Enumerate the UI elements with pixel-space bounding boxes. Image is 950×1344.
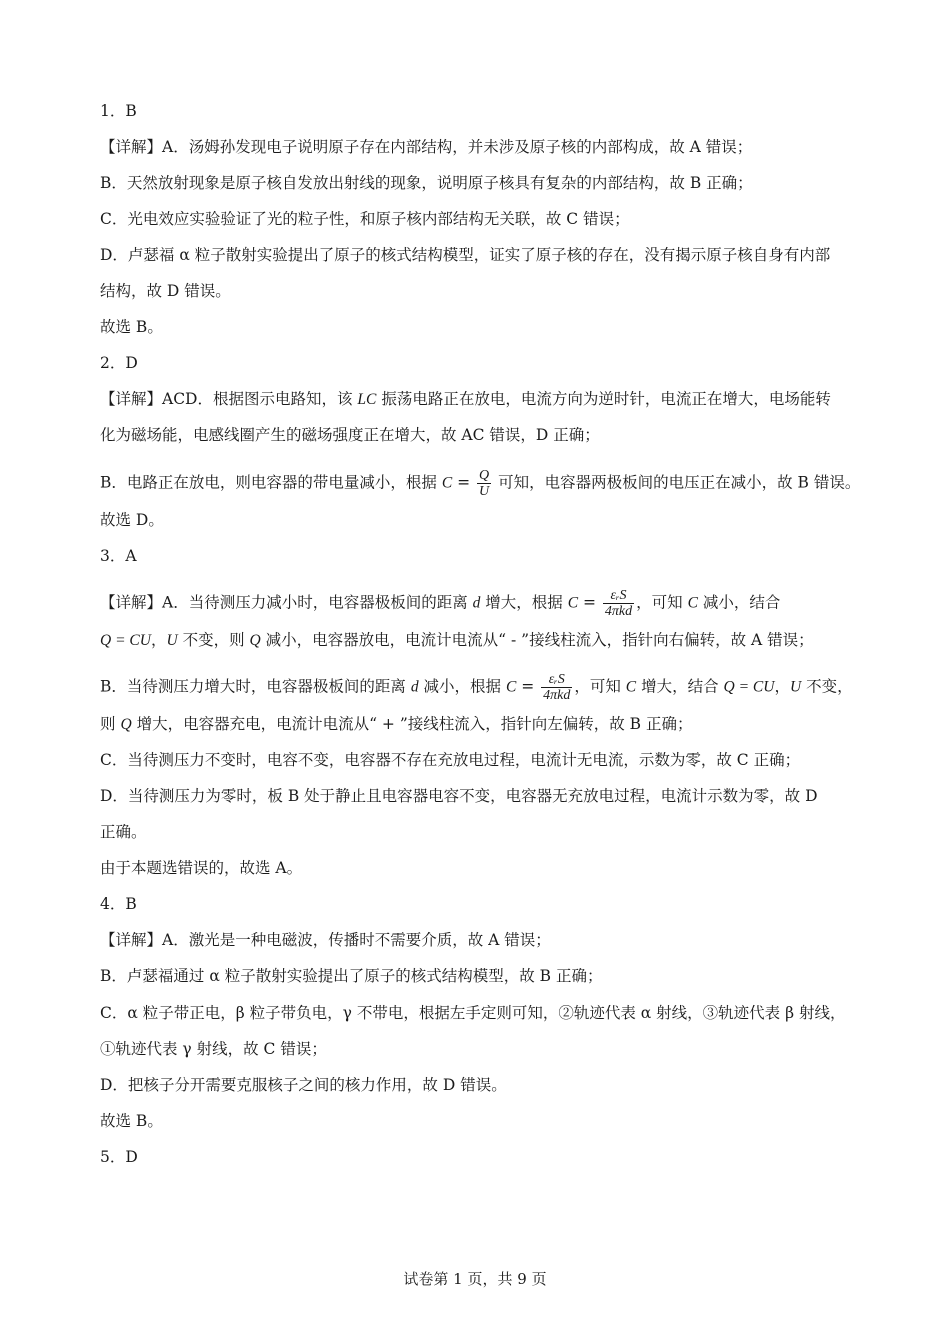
q3-line-5: C．当待测压力不变时，电容不变，电容器不存在充放电过程，电流计无电流，示数为零，故 C 正确； [100,751,801,769]
q4-line-3: C．α 粒子带正电，β 粒子带负电，γ 不带电，根据左手定则可知，②轨迹代表 α 射线，③轨迹代表 β 射线， [100,1004,846,1022]
q3-number: 3．A [100,547,137,565]
q2-line-1: 【详解】ACD．根据图示电路知，该 LC 振荡电路正在放电，电流方向为逆时针，电流正在增大，电场能转 [100,390,831,408]
q1-number: 1．B [100,102,137,120]
q4-line-1: 【详解】A．激光是一种电磁波，传播时不需要介质，故 A 错误； [100,931,551,949]
capacitance-formula: $\frac{\text{εᵣS}}{\text{4πkd}}$ [543,672,571,703]
q3-line-1: 【详解】A．当待测压力减小时，电容器极板间的距离 d 增大，根据 C = $\frac{\text{εᵣS}}{\text{4πkd}}$ ，可知 C 减小，结合 [100,588,781,619]
q3-line-6: D．当待测压力为零时，板 B 处于静止且电容器电容不变，电容器无充放电过程，电流计示数为零，故 D [100,787,818,805]
q1-line-2: B．天然放射现象是原子核自发放出射线的现象，说明原子核具有复杂的内部结构，故 B 正确； [100,174,753,192]
q2-number: 2．D [100,354,138,372]
q2-line-3: B．电路正在放电，则电容器的带电量减小，根据 C = $\frac{Q}{U}$ 可知，电容器两极板间的电压正在减小，故 B 错误。 [100,468,861,499]
q4-conclusion: 故选 B。 [100,1112,163,1130]
q3-line-7: 正确。 [100,823,147,841]
q4-number: 4．B [100,895,137,913]
q3-line-4: 则 Q 增大，电容器充电，电流计电流从“ + ”接线柱流入，指针向左偏转，故 B 正确； [100,715,693,733]
q1-conclusion: 故选 B。 [100,318,163,336]
q5-number: 5．D [100,1148,138,1166]
q1-line-4: D．卢瑟福 α 粒子散射实验提出了原子的核式结构模型，证实了原子核的存在，没有揭示原子核自身有内部 [100,246,831,264]
q3-line-3: B．当待测压力增大时，电容器极板间的距离 d 减小，根据 C = $\frac{\text{εᵣS}}{\text{4πkd}}$ ，可知 C 增大，结合 Q = CU，U 不变， [100,672,853,703]
q4-line-2: B．卢瑟福通过 α 粒子散射实验提出了原子的核式结构模型，故 B 正确； [100,967,603,985]
q3-conclusion: 由于本题选错误的，故选 A。 [100,859,303,877]
q4-line-4: ①轨迹代表 γ 射线，故 C 错误； [100,1040,327,1058]
q1-line-5: 结构，故 D 错误。 [100,282,231,300]
capacitance-formula: $\frac{\text{εᵣS}}{\text{4πkd}}$ [604,588,633,619]
q3-line-2: Q = CU，U 不变，则 Q 减小，电容器放电，电流计电流从“ - ”接线柱流入，指针向右偏转，故 A 错误； [100,631,814,649]
q4-line-5: D．把核子分开需要克服核子之间的核力作用，故 D 错误。 [100,1076,507,1094]
capacitance-formula: $\frac{Q}{U}$ [479,468,490,499]
q2-conclusion: 故选 D。 [100,511,164,529]
page-footer: 试卷第 1 页，共 9 页 [403,1270,547,1288]
q1-line-3: C．光电效应实验验证了光的粒子性，和原子核内部结构无关联，故 C 错误； [100,210,630,228]
q1-line-1: 【详解】A．汤姆孙发现电子说明原子存在内部结构，并未涉及原子核的内部构成，故 A 错误； [100,138,753,156]
q2-line-2: 化为磁场能，电感线圈产生的磁场强度正在增大，故 AC 错误，D 正确； [100,426,600,444]
